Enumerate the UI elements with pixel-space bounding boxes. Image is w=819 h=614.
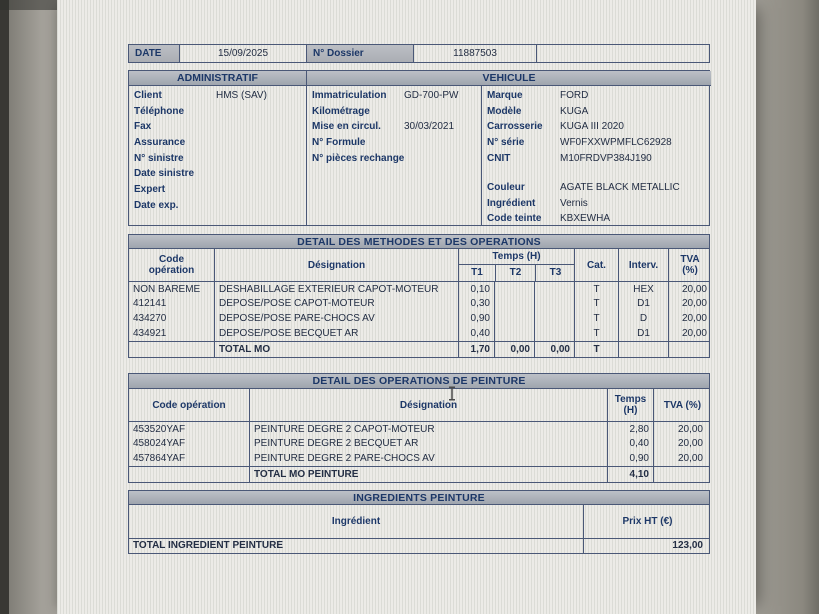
- field-label: N° Formule: [312, 137, 366, 149]
- admin-vehicle-body: [129, 85, 709, 226]
- col-code-operation: Code opération: [148, 254, 195, 276]
- text-cursor-icon: [447, 386, 457, 401]
- screen-top-edge: [0, 0, 60, 10]
- field-label: Ingrédient: [487, 197, 536, 209]
- operation-row: NON BAREME DESHABILLAGE EXTERIEUR CAPOT-MOTEUR 0,10 T HEX 20,00: [129, 281, 709, 296]
- col-temps-group: [458, 249, 574, 281]
- date-value: 15/09/2025: [179, 45, 306, 62]
- field-label: Carrosserie: [487, 121, 543, 133]
- field-label: N° sinistre: [134, 152, 184, 164]
- total-ingredient-value: 123,00: [583, 538, 711, 553]
- col-t1: T1: [471, 267, 483, 278]
- vehicle-paint-fields: [487, 180, 711, 227]
- paint-operations-table: [128, 373, 710, 483]
- operations-table-header: [129, 249, 709, 281]
- vehicle-identity-column: [481, 85, 711, 226]
- empty-cell: [536, 45, 711, 62]
- ingredients-header: [129, 505, 709, 538]
- col-prix-ht: Prix HT (€): [583, 505, 711, 538]
- field-label: N° pièces rechange: [312, 152, 405, 164]
- field-value: HMS (SAV): [216, 90, 267, 101]
- field-label: Code teinte: [487, 213, 542, 225]
- operations-table-title: DETAIL DES METHODES ET DES OPERATIONS: [129, 235, 709, 249]
- operation-row: 412141 DEPOSE/POSE CAPOT-MOTEUR 0,30 T D1 20,00: [129, 296, 709, 311]
- col-t3: T3: [535, 265, 575, 281]
- col-temps-label: Temps (H): [459, 249, 574, 265]
- total-mo-peinture-label: TOTAL MO PEINTURE: [249, 467, 607, 482]
- col-code-operation: Code opération: [152, 399, 226, 411]
- date-dossier-row: [128, 44, 710, 63]
- admin-vehicle-header: [129, 71, 709, 85]
- col-designation: Désignation: [214, 249, 458, 281]
- col-temps: Temps (H): [607, 389, 653, 421]
- paint-total-row: TOTAL MO PEINTURE 4,10: [129, 466, 709, 482]
- operation-row: 434921 DEPOSE/POSE BECQUET AR 0,40 T D1 20,00: [129, 326, 709, 341]
- operations-total-row: TOTAL MO 1,70 0,00 0,00 T: [129, 341, 709, 357]
- col-designation: Désignation: [249, 389, 607, 421]
- paint-row: 453520YAF PEINTURE DEGRE 2 CAPOT-MOTEUR 2,80 20,00: [129, 421, 709, 436]
- registration-column: [306, 85, 481, 226]
- col-interv: Interv.: [618, 249, 668, 281]
- col-tva: TVA (%): [668, 249, 711, 281]
- administratif-column: [129, 85, 306, 226]
- field-value: AGATE BLACK METALLIC: [560, 182, 680, 193]
- field-value: WF0FXXWPMFLC62928: [560, 137, 672, 149]
- field-label: Marque: [487, 90, 523, 101]
- paint-table-header: [129, 389, 709, 421]
- administratif-title: ADMINISTRATIF: [129, 71, 306, 86]
- field-label: Kilométrage: [312, 105, 370, 117]
- field-value: KUGA III 2020: [560, 121, 624, 133]
- col-ingredient: Ingrédient: [331, 516, 381, 527]
- col-tva: TVA (%): [653, 389, 711, 421]
- paint-table-title: DETAIL DES OPERATIONS DE PEINTURE: [129, 374, 709, 389]
- field-label: Mise en circul.: [312, 121, 381, 133]
- field-label: CNIT: [487, 152, 511, 164]
- ingredients-total-row: [128, 538, 710, 554]
- field-label: Fax: [134, 121, 152, 133]
- col-t2: T2: [495, 265, 535, 281]
- field-value: KUGA: [560, 105, 589, 117]
- field-label: Date sinistre: [134, 168, 195, 180]
- col-temps-sub: [459, 265, 574, 281]
- field-label: Expert: [134, 184, 166, 196]
- field-value: FORD: [560, 90, 589, 101]
- vehicule-title: VEHICULE: [306, 71, 711, 86]
- field-value: Vernis: [560, 197, 588, 209]
- col-cat: Cat.: [574, 249, 618, 281]
- ingredients-table: [128, 490, 710, 539]
- ingredients-title: INGREDIENTS PEINTURE: [129, 491, 709, 505]
- field-value: 30/03/2021: [404, 121, 455, 133]
- operations-table: [128, 234, 710, 358]
- total-mo-label: TOTAL MO: [214, 342, 458, 357]
- field-label: Téléphone: [134, 105, 185, 117]
- field-label: Date exp.: [134, 199, 179, 211]
- field-value: GD-700-PW: [404, 90, 459, 101]
- operation-row: 434270 DEPOSE/POSE PARE-CHOCS AV 0,90 T D 20,00: [129, 311, 709, 326]
- field-label: Immatriculation: [312, 90, 387, 101]
- field-label: Assurance: [134, 137, 186, 149]
- field-label: Client: [134, 90, 162, 101]
- field-label: N° série: [487, 137, 525, 149]
- dossier-label: N° Dossier: [306, 45, 413, 62]
- dossier-value: 11887503: [413, 45, 536, 62]
- document-page: [57, 0, 756, 614]
- field-label: Modèle: [487, 105, 522, 117]
- screen-left-edge: [0, 0, 9, 614]
- field-label: Couleur: [487, 182, 525, 193]
- paint-row: 458024YAF PEINTURE DEGRE 2 BECQUET AR 0,40 20,00: [129, 436, 709, 451]
- date-label: DATE: [129, 45, 179, 62]
- paint-row: 457864YAF PEINTURE DEGRE 2 PARE-CHOCS AV 0,90 20,00: [129, 451, 709, 466]
- admin-vehicle-section: [128, 70, 710, 226]
- field-value: KBXEWHA: [560, 213, 611, 225]
- field-value: M10FRDVP384J190: [560, 152, 652, 164]
- total-ingredient-label: TOTAL INGREDIENT PEINTURE: [133, 540, 284, 551]
